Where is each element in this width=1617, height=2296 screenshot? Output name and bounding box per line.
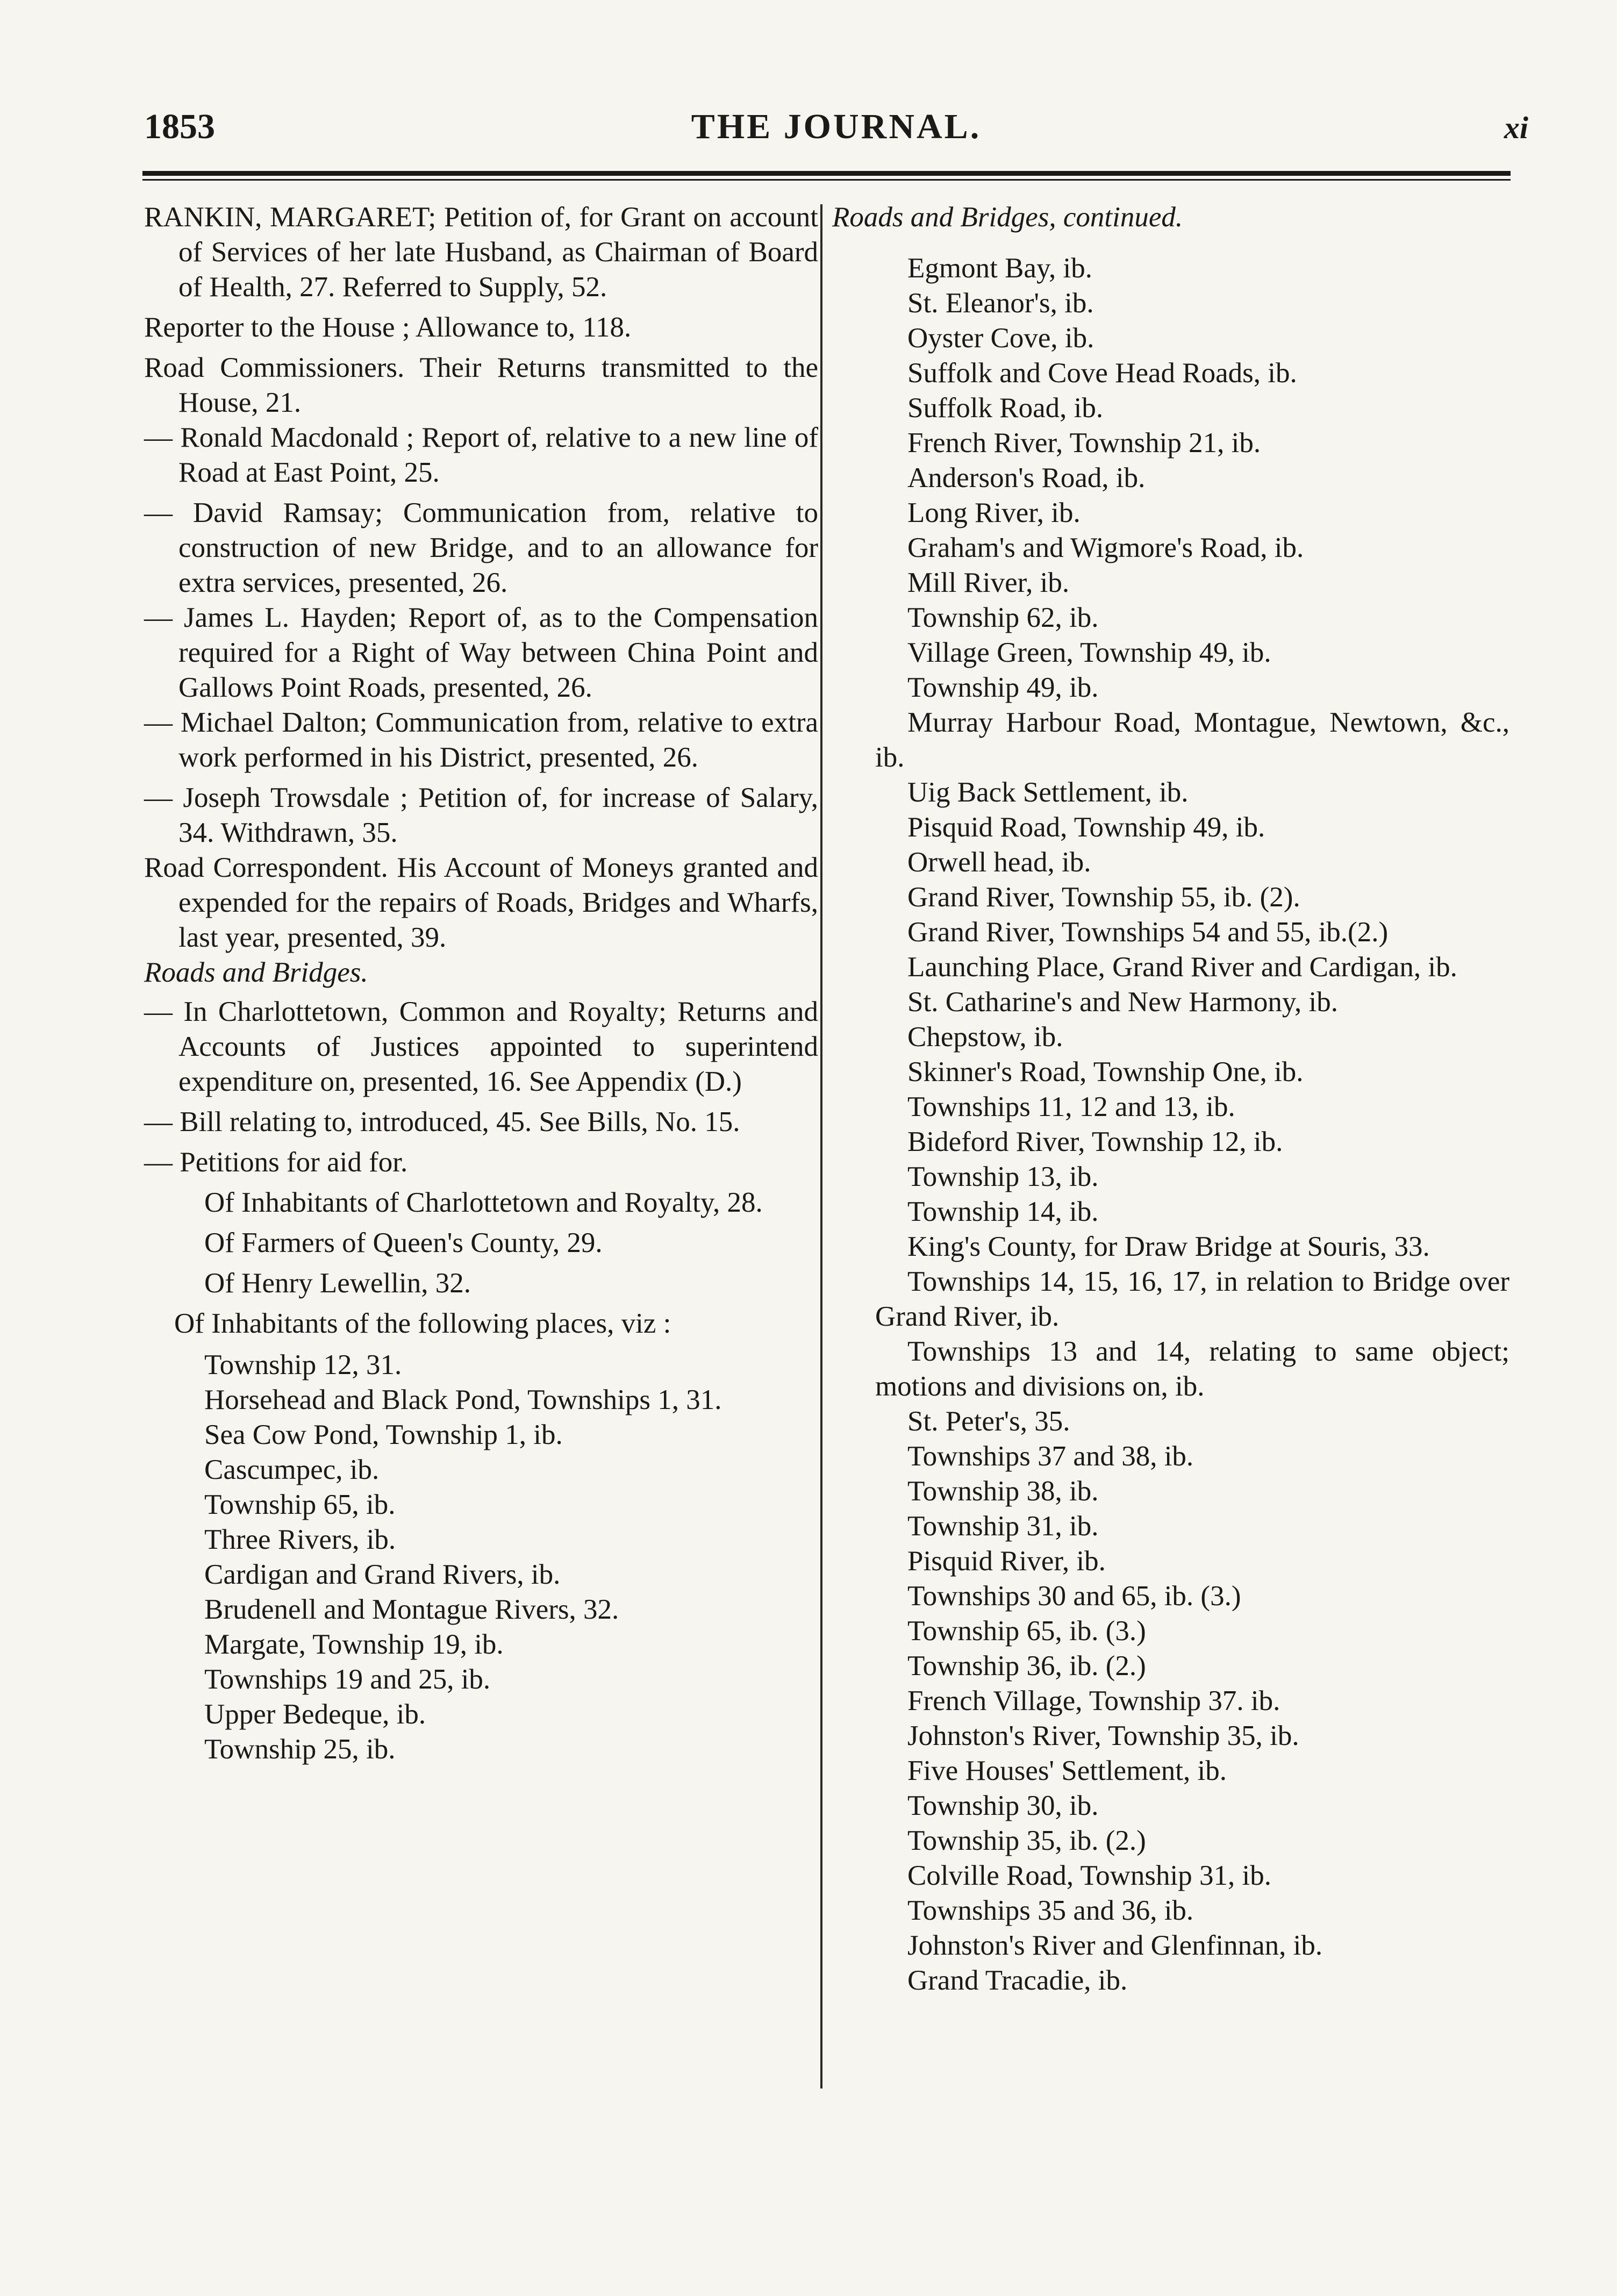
place-item: Margate, Township 19, ib. — [204, 1629, 504, 1660]
place-item: Johnston's River and Glenfinnan, ib. — [907, 1930, 1323, 1961]
place-item: Egmont Bay, ib. — [907, 253, 1092, 284]
place-item: Chepstow, ib. — [907, 1021, 1063, 1053]
index-entry: — Michael Dalton; Communication from, relative to extra work performed in his District, presented, 26. — [144, 707, 818, 773]
place-item: Anderson's Road, ib. — [907, 462, 1146, 493]
place-item: Skinner's Road, Township One, ib. — [907, 1056, 1304, 1088]
place-item: Horsehead and Black Pond, Townships 1, 31. — [204, 1384, 722, 1415]
place-item: French Village, Township 37. ib. — [907, 1685, 1280, 1716]
place-item: Five Houses' Settlement, ib. — [907, 1755, 1227, 1786]
index-entry: Reporter to the House ; Allowance to, 118. — [144, 312, 632, 343]
left-column — [144, 200, 818, 1767]
index-entry: — Petitions for aid for. — [144, 1147, 408, 1178]
place-item: Township 62, ib. — [907, 602, 1099, 633]
place-item: Orwell head, ib. — [907, 847, 1091, 878]
place-item: St. Peter's, 35. — [907, 1406, 1070, 1437]
place-item: Launching Place, Grand River and Cardigan, ib. — [907, 952, 1457, 983]
continued-heading — [832, 200, 1509, 235]
place-item: Townships 19 and 25, ib. — [204, 1664, 491, 1695]
place-item: Township 35, ib. (2.) — [907, 1825, 1146, 1856]
place-item: Cardigan and Grand Rivers, ib. — [204, 1559, 561, 1590]
place-item: Townships 14, 15, 16, 17, in relation to Bridge over Grand River, ib. — [875, 1266, 1509, 1332]
place-item: Township 65, ib. — [204, 1489, 396, 1520]
place-item: Township 13, ib. — [907, 1161, 1099, 1192]
place-item: Cascumpec, ib. — [204, 1454, 380, 1485]
index-entry: Road Commissioners. Their Returns transmitted to the House, 21. — [144, 352, 818, 418]
place-item: Graham's and Wigmore's Road, ib. — [907, 532, 1304, 563]
place-item: Township 14, ib. — [907, 1196, 1099, 1227]
place-item: Township 30, ib. — [907, 1790, 1099, 1821]
place-item: Townships 37 and 38, ib. — [907, 1441, 1194, 1472]
index-entry: — Bill relating to, introduced, 45. See Bills, No. 15. — [144, 1106, 740, 1138]
place-item: Township 38, ib. — [907, 1476, 1099, 1507]
place-item: St. Catharine's and New Harmony, ib. — [907, 986, 1338, 1018]
place-item: Grand River, Townships 54 and 55, ib.(2.) — [907, 917, 1389, 948]
petition-item: Of Henry Lewellin, 32. — [204, 1268, 471, 1299]
place-item: Grand Tracadie, ib. — [907, 1965, 1128, 1996]
place-item: Uig Back Settlement, ib. — [907, 777, 1189, 808]
place-item: Bideford River, Township 12, ib. — [907, 1126, 1283, 1157]
right-item-list — [875, 251, 1509, 1998]
place-item: Township 25, ib. — [204, 1734, 396, 1765]
header-year: 1853 — [144, 107, 215, 146]
place-item: French River, Township 21, ib. — [907, 427, 1261, 459]
place-item: Townships 11, 12 and 13, ib. — [907, 1091, 1235, 1122]
petition-item: Of Farmers of Queen's County, 29. — [204, 1227, 603, 1258]
index-entry: RANKIN, MARGARET; Petition of, for Grant on account of Services of her late Husband, as Chairman of Board of Health, 27. Referred to Supply, 52. — [144, 202, 818, 303]
place-item: Township 49, ib. — [907, 672, 1099, 703]
place-item: Townships 30 and 65, ib. (3.) — [907, 1580, 1241, 1612]
place-item: Village Green, Township 49, ib. — [907, 637, 1271, 668]
place-item: Long River, ib. — [907, 497, 1081, 528]
place-item: Upper Bedeque, ib. — [204, 1699, 426, 1730]
right-column — [832, 200, 1509, 1998]
place-item: Townships 35 and 36, ib. — [907, 1895, 1194, 1926]
index-entry: — Joseph Trowsdale ; Petition of, for increase of Salary, 34. Withdrawn, 35. — [144, 782, 818, 848]
index-entry: — Ronald Macdonald ; Report of, relative to a new line of Road at East Point, 25. — [144, 422, 818, 488]
place-item: Townships 13 and 14, relating to same object; motions and divisions on, ib. — [875, 1336, 1509, 1402]
index-entry: Road Correspondent. His Account of Moneys granted and expended for the repairs of Roads, Bridges and Wharfs, last year, presented, 39. — [144, 852, 818, 953]
place-item: Suffolk and Cove Head Roads, ib. — [907, 357, 1297, 389]
place-item: Pisquid River, ib. — [907, 1546, 1106, 1577]
place-item: Township 36, ib. (2.) — [907, 1650, 1146, 1682]
page-header — [144, 106, 1528, 166]
places-intro: Of Inhabitants of the following places, viz : — [174, 1308, 671, 1339]
place-item: Johnston's River, Township 35, ib. — [907, 1720, 1299, 1751]
place-item: Colville Road, Township 31, ib. — [907, 1860, 1271, 1891]
index-entry: — James L. Hayden; Report of, as to the Compensation required for a Right of Way between China Point and Gallows Point Roads, presented, 26. — [144, 602, 818, 703]
place-item: Township 12, 31. — [204, 1349, 402, 1381]
place-item: Township 65, ib. (3.) — [907, 1615, 1146, 1647]
header-page-number: xi — [1504, 110, 1528, 145]
header-rule-thin — [142, 179, 1511, 181]
place-item: Township 31, ib. — [907, 1511, 1099, 1542]
place-item: Three Rivers, ib. — [204, 1524, 396, 1555]
header-rule-thick — [142, 171, 1511, 176]
place-item: King's County, for Draw Bridge at Souris, 33. — [907, 1231, 1430, 1262]
place-item: Murray Harbour Road, Montague, Newtown, &c., ib. — [875, 707, 1509, 773]
section-heading — [144, 955, 818, 990]
section-heading-text: Roads and Bridges. — [144, 957, 368, 988]
index-entry: — David Ramsay; Communication from, relative to construction of new Bridge, and to an allowance for extra services, presented, 26. — [144, 497, 818, 598]
place-item: Sea Cow Pond, Township 1, ib. — [204, 1419, 563, 1450]
index-entry: — In Charlottetown, Common and Royalty; Returns and Accounts of Justices appointed to superintend expenditure on, presented, 16. See Appendix (D.) — [144, 996, 818, 1097]
place-item: Pisquid Road, Township 49, ib. — [907, 812, 1265, 843]
place-item: St. Eleanor's, ib. — [907, 288, 1094, 319]
continued-heading-text: Roads and Bridges, continued. — [832, 202, 1183, 233]
place-item: Oyster Cove, ib. — [907, 323, 1094, 354]
header-title: THE JOURNAL. — [691, 107, 982, 146]
petition-item: Of Inhabitants of Charlottetown and Royalty, 28. — [204, 1187, 763, 1218]
place-item: Brudenell and Montague Rivers, 32. — [204, 1594, 619, 1625]
place-item: Suffolk Road, ib. — [907, 392, 1104, 424]
place-item: Mill River, ib. — [907, 567, 1070, 598]
place-item: Grand River, Township 55, ib. (2). — [907, 882, 1300, 913]
column-divider — [820, 204, 822, 2088]
